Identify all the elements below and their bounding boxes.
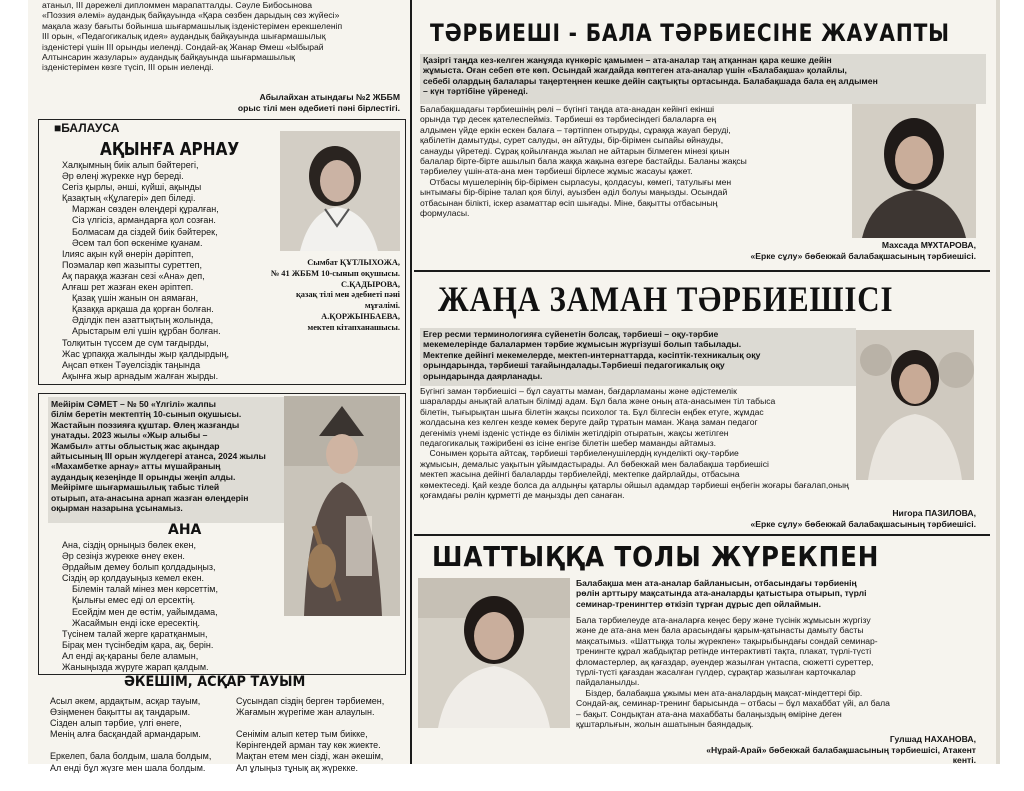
body-line: Балабақшадағы тәрбиешінің рөлі – бүгінгі таңда ата-анадан кейінгі екінші [420,104,715,114]
sign-name: Сымбат ҚҰТЛЫХОЖА, [307,258,400,267]
body-line: жолдасына кез келген кезде көмек беруге дайр тұратын маман. Жаңа заман педагог [420,417,758,428]
body-line: Бала тәрбиелеуде ата-аналарға кеңес беру және түсінік жұмысын жүргізу [576,615,871,625]
article3-photo [418,578,570,728]
signature-tail: кенті. [952,755,976,766]
poem-line: Бірақ мен түсінбедім қара, ақ, берін. [62,639,214,650]
poem-line: Ал ұлыңыз тұнық ақ жүрекке. [236,762,358,773]
father-poem-right [236,696,404,773]
sign-teacher-role2: мұғалімі. [364,301,400,311]
text-line: мақала жазу бағыты бойынша шығармашылық ізденістерімен ерекшеленіп [42,20,343,31]
sign-lib: А.ҚОРЖЫНБАЕВА, [321,311,400,321]
lead-line: Қазіргі таңда кез-келген жанұяда күнкөріс қамымен – ата-аналар таң атқаннан қара кешке дейін [423,55,832,65]
body-line: мектеп жасына дейінгі балаларды тәрбиелейді, мектепке дайрлайды, отбасына [420,469,740,480]
sign-lib-role: мектеп кітапханашысы. [307,322,400,332]
body-line: түрлі-түсті қағаздан жасалған гүлдер, сұрақтар жазылған карточкалар [576,667,856,678]
top-left-signature [178,92,400,120]
lead-line: орындарында даярланады. [423,370,543,381]
poem-line: Жас ұрпаққа жалынды жыр қалдырдың, [62,348,230,359]
father-title: ӘКЕШІМ, АСҚАР ТАУЫМ [124,674,306,690]
text-line: ізденістерімен көзге түсіп, III орын иеленді. [42,62,214,73]
portrait-teacher3-image-icon [418,578,570,728]
article2-lead [420,328,856,386]
poem-line: Ілияс ақын күй өнерін дәріптеп, [62,248,194,259]
lead-line: Мектепке дейінгі мекемелерде, мектеп-интернаттарда, кәсіптік-техникалық оқу [423,349,761,360]
intro-line: Жастайын поэзияға құштар. Өлең жазғанды [51,419,240,430]
lead-line: – күн тәртібіне үйренеді. [423,86,528,97]
article-divider [414,270,990,272]
body-line: Сонымен қорыта айтсақ, тәрбиеші тәрбиеленушілердің күнделікті оқу-тәрбие [420,448,739,459]
article3-body [576,615,980,733]
body-line: – бақыт. Сондықтан ата-ана махаббаты балаңыздың өміріне деген [576,708,842,719]
poem-line: Әр өлеңі жүрекке нұр береді. [62,171,184,182]
body-line: Отбасы мүшелерінің бір-бірімен сырласуы, қолдасуы, көмегі, татулығы мен [420,176,732,187]
article1-title: ТӘРБИЕШІ - БАЛА ТӘРБИЕСІНЕ ЖАУАПТЫ [430,19,950,47]
lead-line: рөлін арттыру мақсатында ата-аналарды қатыстыра отырып, түрлі [576,588,867,599]
poem-line: Сенімім алып кетер тым биікке, [236,729,368,740]
poem-line [236,718,404,729]
poem-line: Әділдік пен азаттықтың жолында, [62,315,214,326]
poem-line: Сіз үлгісіз, армандарға қол созған. [62,215,216,226]
poem-line: Қазаққа арқаша да қорған болған. [62,304,214,315]
column-divider [410,0,412,764]
poem-line [50,740,230,751]
text-line: «Поэзия әлемі» аудандық байқауында «Қара сөзбен дарыдың сөз жүйесі» [42,10,340,21]
body-line: мақсатымыз. «Шаттыққа толы жүрекпен» тақырыбындағы сондай семинар- [576,635,878,646]
poem-line: Ақынға жыр арнадым жалған жырды. [62,370,219,381]
body-line: ынтымағы бір-біріне талап қоя білуі, ауызбен әділ болуы маңызды. Осындай [420,187,728,198]
body-line: Біздер, балабақша ұжымы мен ата-аналардың мақсат-міндеттері бір. [576,687,863,698]
poem-line: Аңсап өткен Тәуелсіздік таңында [62,359,201,370]
poem-line: Әсем тал боп өскеніме қуанам. [62,237,203,248]
signature-org: «Ерке сұлу» бөбекжай балабақшасының тәрбиешісі. [750,518,976,529]
lead-line: мекемелерінде балалармен тәрбие жұмысын жүргізуші болып табылады. [423,339,742,350]
sign-teacher: С.ҚАДЫРОВА, [340,279,400,289]
signature-name: Махсада МҰХТАРОВА, [881,240,976,250]
article1-body [420,104,846,234]
body-line: Сондай-ақ, семинар-тренинг барысында – отбасы – бұл махаббат үйі, ал бала [576,698,890,709]
portrait-teacher-image-icon [852,104,976,238]
ana-title: АНА [168,522,202,538]
body-line: орында тұр десек қателеспейміз. Тәрбиеші өз тәрбиесіндегі балаларға ең [420,114,717,125]
body-line: алдымен үйде еркін ескен балаға – тәртіппен отыруды, сұраққа жауап беруді, [420,124,731,135]
ana-poem [62,540,292,673]
poem-line: Ал енді бұл жүзге мен шала болдым. [50,762,206,773]
sign-teacher-role: қазақ тілі мен әдебиеті пәні [295,290,400,300]
poem-line: Білемін талай мінез мен көрсеттім, [62,584,218,595]
intro-line: унатады. 2023 жылы «Жыр алыбы – [51,430,208,441]
sign-school: № 41 ЖББМ 10-сынып оқушысы. [270,268,400,278]
poem-line: Ана, сіздің орныңыз бөлек екен, [62,540,197,550]
poem-line: Сіздің әр қолдауыңыз кемел екен. [62,573,205,584]
poem-line: Қылығы емес еді ол ерсектің. [62,595,196,606]
body-line: қоғамдағы рөлін құрметті де маңызды деп санаған. [420,490,625,501]
balausa-poem [62,160,302,380]
poem-line: Қазақ үшін жанын он аямаған, [62,293,199,304]
sheet-edge [996,0,1000,764]
poem-line: Халқымның биік алып бәйтерегі, [62,160,199,170]
text-line: ізденістері үшін III орынды иеленді. Сондай-ақ Жанар Өмеш «Ыбырай [42,41,324,52]
newspaper-page [28,0,996,773]
balausa-title: АҚЫНҒА АРНАУ [100,139,240,160]
poem-line: Асыл әкем, ардақтым, асқар тауым, [50,696,201,706]
text-line: атаныл, III дәрежелі дипломмен марапатталды. Сәуле Бибосынова [42,0,313,10]
lead-line: Егер ресми терминологияға сүйенетін болсақ, тәрбиеші – оқу-тәрбие [423,329,719,339]
poem-line: Түсінем талай жерге қаратқанмын, [62,628,208,639]
intro-line: айтысының III орын жүлдегері атанса, 2024 жылы [51,451,266,462]
article-divider [414,534,990,536]
father-poem-left [50,696,230,773]
poem-line: Еркелеп, бала болдым, шала болдым, [50,751,212,762]
signature-org: «Нұрай-Арай» бөбекжай балабақшасының тәрбиешісі, Атакент [706,744,976,755]
lead-line: себебі олардың балалары таңертеңнен кешке дейін сақтықты ортасында. Балабақшада бала ең алдымен [423,75,878,86]
top-left-text [42,0,400,95]
poem-line: Жағамын жүрегіме жан алаулын. [236,707,375,718]
poem-line: Менің алға басқандай армандарым. [50,729,201,740]
poem-line: Сегіз қырлы, әнші, күйші, ақынды [62,182,202,193]
body-line: санауды үйретеді. Сұрақ қойылғанда жылап не айтарын білмеген мінезі қиын [420,145,730,156]
article3-lead [576,578,980,614]
poem-line: Есейдім мен де өстім, уайымдама, [62,606,218,617]
lead-line: Балабақша мен ата-аналар байланысын, отбасындағы тәрбиенің [576,578,857,588]
balausa-section-label: ■БАЛАУСА [54,121,120,135]
intro-line: аудандық кезеңінде II орынды жеңіп алды. [51,471,236,482]
body-line: формуласы. [420,208,470,219]
meirim-intro [48,397,286,523]
signature-name: Нигора ПАЗИЛОВА, [892,508,976,518]
poem-line: Көрінгендей арман тау көк жиекте. [236,740,381,751]
lead-line: орындарында, тәрбиеші тағайындалады.Тәрбиеші педагогикалық оқу [423,360,725,371]
article3-signature [568,734,976,764]
poem-line: Қазақтың «Құлагері» деп біледі. [62,193,196,204]
article2-body [420,386,976,504]
poem-line: Ал енді ақ-қараны беле аламын, [62,650,199,661]
author-photo-meirim [284,396,400,616]
body-line: көмектеседі. Қай кезде болса да алдыңғы қатарлы ойшыл адамдар тәрбиеші еңбегін жоғары бағалап,оның [420,479,849,490]
poem-line: Мақтан етем мен сізді, жан әкешім, [236,751,384,762]
poem-line: Әр сезіңіз жүрекке өнеү екен. [62,551,185,562]
article3-title: ШАТТЫҚҚА ТОЛЫ ЖҮРЕКПЕН [432,540,880,573]
text-line: III орын, «Педагогикалық идея» аудандық байқауында шығармашылық [42,31,326,42]
poem-line: Өзіңменен бақытты ақ таңдарым. [50,707,191,718]
body-line: қабілетін дамытуды, сурет салуды, ән айтуды, бір-бірімен сыпайы өйнауды, [420,135,724,146]
top-left-paragraph [42,0,400,73]
poem-line: Алғаш рет жазған екен әріптеп. [62,282,194,293]
article1-photo [852,104,976,238]
intro-line: «Махамбетке арнау» атты мүшайраның [51,461,221,472]
body-line: білетін, тығырықтан шыға білетін жақсы психолог та. Бұл білгесін еңбек етуге, жұмдас [420,406,764,417]
poem-line: Поэмалар көп жазыпты суреттеп, [62,259,202,270]
body-line: пайдаланылды. [576,677,640,688]
article2-title: ЖАҢА ЗАМАН ТӘРБИЕШІСІ [438,279,894,319]
body-line: жұмысын, демалыс уақытын ұйымдастырады. Ал бөбекжай мен балабақша тәрбиешісі [420,458,769,469]
intro-line: отырып, ата-анасына арнап жазған өлеңдерін [51,492,249,503]
body-line: Бүгінгі заман тәрбиешісі – бұл сауатты маман, бағдарламаны және әдістемелік [420,386,737,396]
poem-line: Маржан сөзден өлеңдері құралған, [62,204,219,215]
intro-line: оқырман назарына ұсынамыз. [51,503,183,514]
intro-line: Жамбыл» атты облыстық жас ақындар [51,440,220,451]
article1-signature [588,240,976,264]
lead-line: семинар-тренингтер өткізіп тұрған дұрыс деп ойлаймын. [576,598,821,609]
portrait-dombra-image-icon [284,396,400,616]
signature-line: орыс тілі мен әдебиеті пәні бірлестігі. [237,102,400,113]
body-line: педагогикалық тәжірибені өз ісіне енгізе білетін шебер маманды айтамыз. [420,438,717,449]
body-line: шараларды анықтай алатын білімді адам. Бұл бала және оның ата-анасымен тіл табыса [420,396,776,407]
poem-line: Сусындап сіздің берген тәрбиемен, [236,696,385,706]
signature-line: Абылайхан атындағы №2 ЖББМ [259,92,400,102]
signature-org: «Ерке сұлу» бөбекжай балабақшасының тәрбиешісі. [750,250,976,261]
body-line: дегеніміз үнемі ізденіс үстінде өз білімін жетілдіріп отыратын, жақсы жетілген [420,427,729,438]
body-line: тренингте құрал жабдықтар ретінде интерактивті тақта, плакат, түрлі-түсті [576,646,872,657]
intro-line: Мейірімге шығармашылық табыс тілей [51,482,220,493]
poem-line: Жасаймын енді іске ересектің. [62,617,201,628]
text-line: Алтынсарин жазулары» аудандық байқауында шығармашылық [42,52,295,63]
body-line: және де ата-ана мен бала арасындағы қарым-қатынасты дамыту басты [576,625,864,636]
intro-line: Мейірім СӘМЕТ – № 50 «Үлгілі» жалпы [51,399,217,409]
lead-line: жұмыста. Оған себеп өте көп. Осындай жағдайда көптеген ата-аналар үшін «Балабақша» қолайлы, [423,65,847,76]
poem-line: Сізден алып тәрбие, үлгі өнеге, [50,718,182,729]
body-line: құштарлығын, жолын ашатынын баяндадық. [576,719,754,730]
body-line: балалар бірте-бірте ашылып бала жаққа жақына өзгере бастайды. Баланы жақсы [420,156,747,167]
intro-line: білім беретін мектептің 10-сынып оқушысы. [51,409,242,420]
poem-line: Ақ параққа жазған сезі «Ана» деп, [62,270,205,281]
poem-line: Болмасам да сіздей биік бәйтерек, [62,226,218,237]
poem-line: Толқитын түссем де сүм тағдырды, [62,337,209,348]
article2-signature [588,508,976,532]
balausa-signatures [268,258,400,378]
article1-lead [420,54,986,104]
body-line: отбасынан білікті, іскер азаматтар өсіп шығады. Міне, бақытты отбасының [420,197,718,208]
signature-name: Гулшад НАХАНОВА, [889,734,976,744]
body-line: фломастерлер, ақ қағаздар, әуендер жазылған үнтаспа, сюжетті суреттер, [576,656,874,667]
poem-line: Жаныңызда жүруге жарап қалдым. [62,662,209,673]
body-line: тәрбиелеу үшін-ата-ана мен тәрбиеші бірлесе жұмыс жасауы қажет. [420,166,693,177]
poem-line: Әрдайым демеу болып қолдадыңыз, [62,562,216,573]
poem-line: Арыстарым елі үшін құрбан болған. [62,326,221,337]
